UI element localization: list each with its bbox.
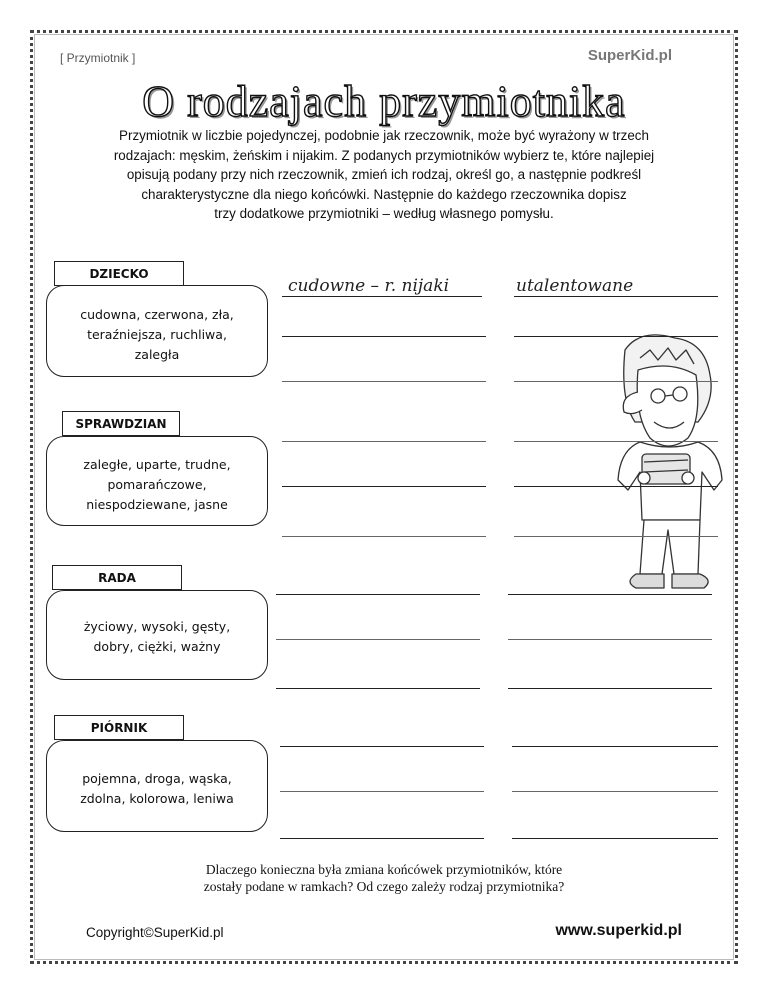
boy-holding-books-illustration [580,330,730,592]
answer-line[interactable] [514,336,718,337]
answer-line[interactable] [282,441,486,442]
answer-line[interactable] [276,594,480,595]
answer-line[interactable] [276,639,480,640]
instructions-text: Przymiotnik w liczbie pojedynczej, podobnie jak rzeczownik, może być wyrażony w trzech rodzajach: męskim, żeńskim i nijakim. Z podanych przymiotników wybierz te, które najlepiej opisują podany przy nich rzeczownik, zmień ich rodzaj, określ go, a następnie podkreśl charakterystyczne dla niego końcówki. Następnie do każdego rzeczownika dopisz trzy dodatkowe przymiotniki – według własnego pomysłu. [113,128,655,221]
website-link[interactable]: www.superkid.pl [555,922,682,939]
answer-line[interactable] [508,639,712,640]
answer-line[interactable] [508,688,712,689]
brand-logo-text: SuperKid.pl [587,47,672,64]
answer-line[interactable] [514,441,718,442]
answer-line[interactable] [514,296,718,297]
noun-label-rada: RADA [52,565,182,590]
noun-label-sprawdzian: SPRAWDZIAN [62,411,180,436]
answer-line[interactable] [514,536,718,537]
category-label: [ Przymiotnik ] [60,51,136,65]
page-title: O rodzajach przymiotnika [142,77,626,126]
answer-line[interactable] [282,296,482,297]
answer-line[interactable] [280,746,484,747]
noun-label-dziecko: DZIECKO [54,261,184,286]
answer-line[interactable] [512,746,718,747]
answer-line[interactable] [512,791,718,792]
adjective-box-sprawdzian: zaległe, uparte, trudne, pomarańczowe, niespodziewane, jasne [46,436,268,526]
example-answer-first: cudowne – r. nijaki [288,276,450,296]
adjective-box-piornik: pojemna, droga, wąska, zdolna, kolorowa, leniwa [46,740,268,832]
answer-line[interactable] [282,536,486,537]
answer-line[interactable] [282,381,486,382]
copyright-text: Copyright©SuperKid.pl [86,925,224,940]
answer-line[interactable] [280,791,484,792]
answer-line[interactable] [514,381,718,382]
noun-label-piornik: PIÓRNIK [54,715,184,740]
answer-line[interactable] [282,336,486,337]
closing-question: Dlaczego konieczna była zmiana końcówek przymiotników, które zostały podane w ramkach? Od czego zależy rodzaj przymiotnika? [203,862,565,894]
adjective-box-rada: życiowy, wysoki, gęsty, dobry, ciężki, ważny [46,590,268,680]
answer-line[interactable] [514,486,718,487]
answer-line[interactable] [512,838,718,839]
example-answer-second: utalentowane [516,276,634,296]
answer-line[interactable] [276,688,480,689]
answer-line[interactable] [508,594,712,595]
adjective-box-dziecko: cudowna, czerwona, zła, teraźniejsza, ruchliwa, zaległa [46,285,268,377]
answer-line[interactable] [282,486,486,487]
answer-line[interactable] [280,838,484,839]
